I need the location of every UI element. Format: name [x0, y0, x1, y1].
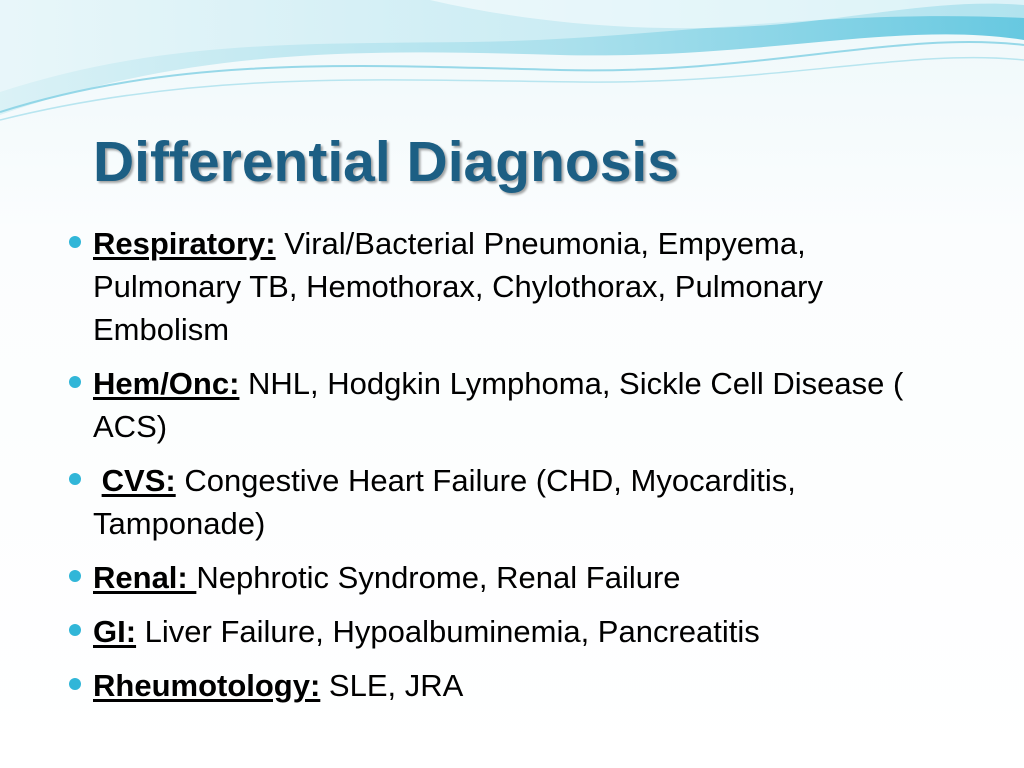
category-label: Respiratory:: [93, 226, 276, 261]
category-details: Viral/Bacterial Pneumonia, Empyema, Pulmonary TB, Hemothorax, Chylothorax, Pulmonary Embolism: [93, 226, 823, 347]
list-item-cvs: [62, 459, 962, 545]
category-details: Congestive Heart Failure (CHD, Myocarditis, Tamponade): [93, 463, 796, 541]
category-details: SLE, JRA: [320, 668, 464, 703]
list-item-rheumatology: [62, 664, 962, 707]
category-details: Nephrotic Syndrome, Renal Failure: [196, 560, 681, 595]
circle-bullet-icon: [69, 678, 81, 690]
list-item-gi: [62, 610, 962, 653]
category-label: Hem/Onc:: [93, 366, 240, 401]
circle-bullet-icon: [69, 624, 81, 636]
slide-title: Differential Diagnosis: [93, 130, 679, 194]
circle-bullet-icon: [69, 473, 81, 485]
circle-bullet-icon: [69, 236, 81, 248]
circle-bullet-icon: [69, 376, 81, 388]
header-wave-decoration: [0, 0, 1024, 130]
circle-bullet-icon: [69, 570, 81, 582]
category-label: Renal:: [93, 560, 197, 595]
list-item-hem-onc: [62, 362, 962, 448]
category-details: NHL, Hodgkin Lymphoma, Sickle Cell Disease ( ACS): [93, 366, 904, 444]
category-label: Rheumotology:: [93, 668, 321, 703]
list-item-renal: [62, 556, 962, 599]
category-details: Liver Failure, Hypoalbuminemia, Pancreatitis: [136, 614, 760, 649]
list-item-respiratory: [62, 222, 962, 351]
category-label: CVS:: [101, 463, 176, 498]
category-label: GI:: [93, 614, 137, 649]
diagnosis-list: [62, 222, 962, 707]
